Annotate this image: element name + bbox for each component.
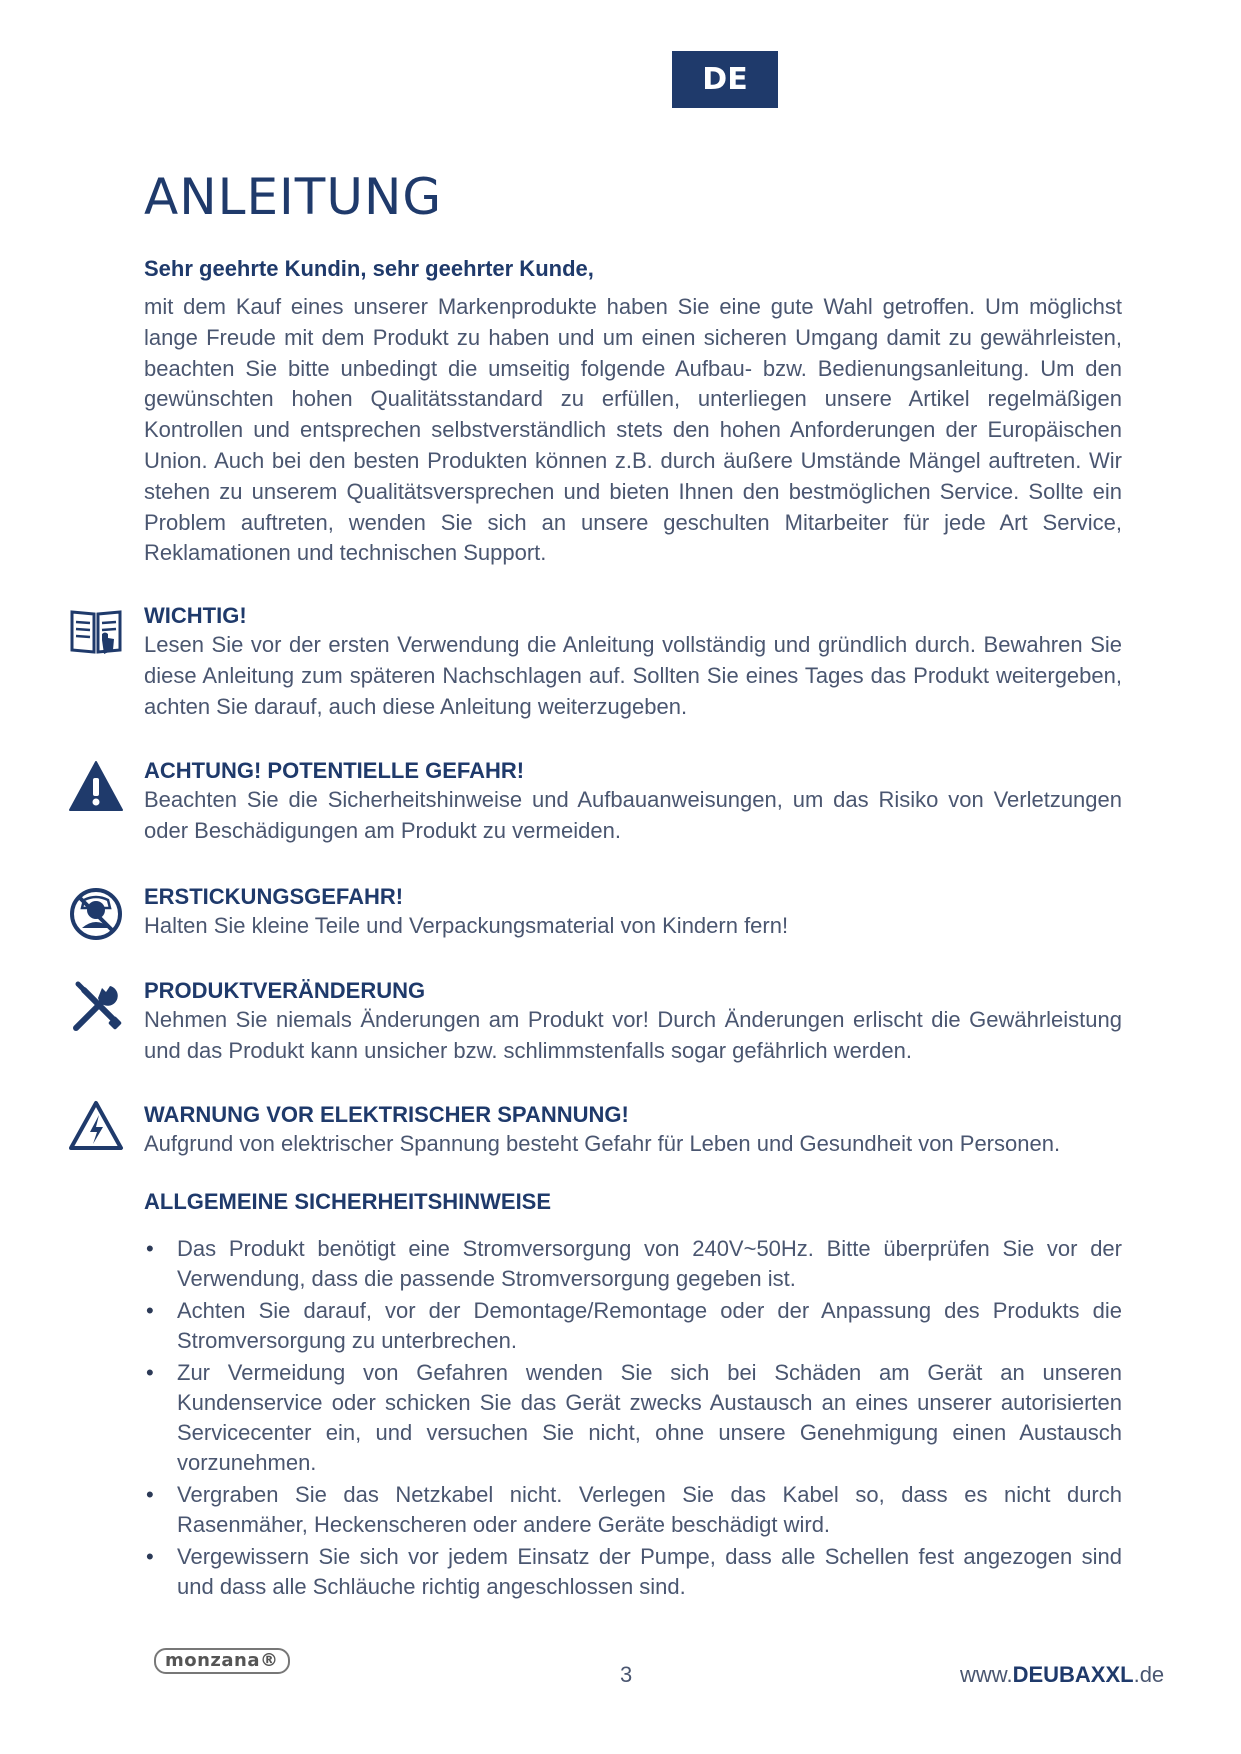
section-title-suffocation: ERSTICKUNGSGEFAHR! <box>144 884 404 909</box>
section-title-electric: WARNUNG VOR ELEKTRISCHER SPANNUNG! <box>144 1102 629 1127</box>
website-brand: DEUBAXXL <box>1012 1662 1134 1687</box>
page-title: ANLEITUNG <box>144 168 443 226</box>
greeting: Sehr geehrte Kundin, sehr geehrter Kunde, <box>144 256 594 281</box>
general-safety-title: ALLGEMEINE SICHERHEITSHINWEISE <box>144 1189 552 1214</box>
electric-warning-icon <box>68 1098 124 1154</box>
section-title-modification: PRODUKTVERÄNDERUNG <box>144 978 426 1003</box>
manual-icon <box>68 604 124 660</box>
website-suffix: .de <box>1133 1662 1165 1687</box>
section-text-important: Lesen Sie vor der ersten Verwendung die Anleitung vollständig und gründlich durch. Bewahren Sie diese Anleitung zum späteren Nachschlagen auf. Sollten Sie eines Tages das Produkt weitergeben, achten Sie darauf, auch diese Anleitung weiterzugeben. <box>144 632 1122 719</box>
list-item: • Vergraben Sie das Netzkabel nicht. Verlegen Sie das Kabel so, dass es nicht durch Rasenmäher, Heckenscheren oder andere Geräte beschädigt wird. <box>144 1480 1122 1540</box>
general-safety-list <box>144 1234 1122 1604</box>
website-link[interactable] <box>960 1662 1164 1688</box>
warning-triangle-icon <box>68 758 124 814</box>
brand-logo: monzana® <box>154 1648 290 1674</box>
list-item: • Achten Sie darauf, vor der Demontage/Remontage oder der Anpassung des Produkts die Stromversorgung zu unterbrechen. <box>144 1296 1122 1356</box>
list-item: • Das Produkt benötigt eine Stromversorgung von 240V~50Hz. Bitte überprüfen Sie vor der Verwendung, dass die passende Stromversorgung gegeben ist. <box>144 1234 1122 1294</box>
section-text-modification: Nehmen Sie niemals Änderungen am Produkt vor! Durch Änderungen erlischt die Gewährleistung und das Produkt kann unsicher bzw. schlimmstenfalls sogar gefährlich werden. <box>144 1007 1122 1063</box>
list-item: • Zur Vermeidung von Gefahren wenden Sie sich bei Schäden am Gerät an unseren Kundenservice oder schicken Sie das Gerät zwecks Austausch an eines unserer autorisierten Servicecenter ein, und versuchen Sie nicht, ohne unsere Genehmigung einen Austausch vorzunehmen. <box>144 1358 1122 1478</box>
section-title-important: WICHTIG! <box>144 603 247 628</box>
section-title-danger: ACHTUNG! POTENTIELLE GEFAHR! <box>144 758 525 783</box>
section-text-danger: Beachten Sie die Sicherheitshinweise und Aufbauanweisungen, um das Risiko von Verletzungen oder Beschädigungen am Produkt zu vermeiden. <box>144 787 1122 843</box>
list-item: • Vergewissern Sie sich vor jedem Einsatz der Pumpe, dass alle Schellen fest angezogen sind und dass alle Schläuche richtig angeschlossen sind. <box>144 1542 1122 1602</box>
website-prefix: www. <box>960 1662 1013 1687</box>
tools-icon <box>68 978 124 1034</box>
page-number: 3 <box>620 1662 633 1687</box>
language-badge: DE <box>672 51 778 108</box>
intro-paragraph: mit dem Kauf eines unserer Markenprodukte haben Sie eine gute Wahl getroffen. Um möglichst lange Freude mit dem Produkt zu haben und um einen sicheren Umgang damit zu gewährleisten, beachten Sie bitte unbedingt die umseitig folgende Aufbau- bzw. Bedienungsanleitung. Um den gewünschten hohen Qualitätsstandard zu erfüllen, unterliegen unsere Artikel regelmäßigen Kontrollen und entsprechen selbstverständlich stets den hohen Anforderungen der Europäischen Union. Auch bei den besten Produkten können z.B. durch äußere Umstände Mängel auftreten. Wir stehen zu unserem Qualitätsversprechen und bieten Ihnen den bestmöglichen Service. Sollte ein Problem auftreten, wenden Sie sich an unsere geschulten Mitarbeiter für jede Art Service, Reklamationen und technischen Support. <box>144 294 1122 566</box>
suffocation-icon <box>68 886 124 942</box>
section-text-electric: Aufgrund von elektrischer Spannung besteht Gefahr für Leben und Gesundheit von Personen. <box>144 1131 1061 1156</box>
section-text-suffocation: Halten Sie kleine Teile und Verpackungsmaterial von Kindern fern! <box>144 913 789 938</box>
